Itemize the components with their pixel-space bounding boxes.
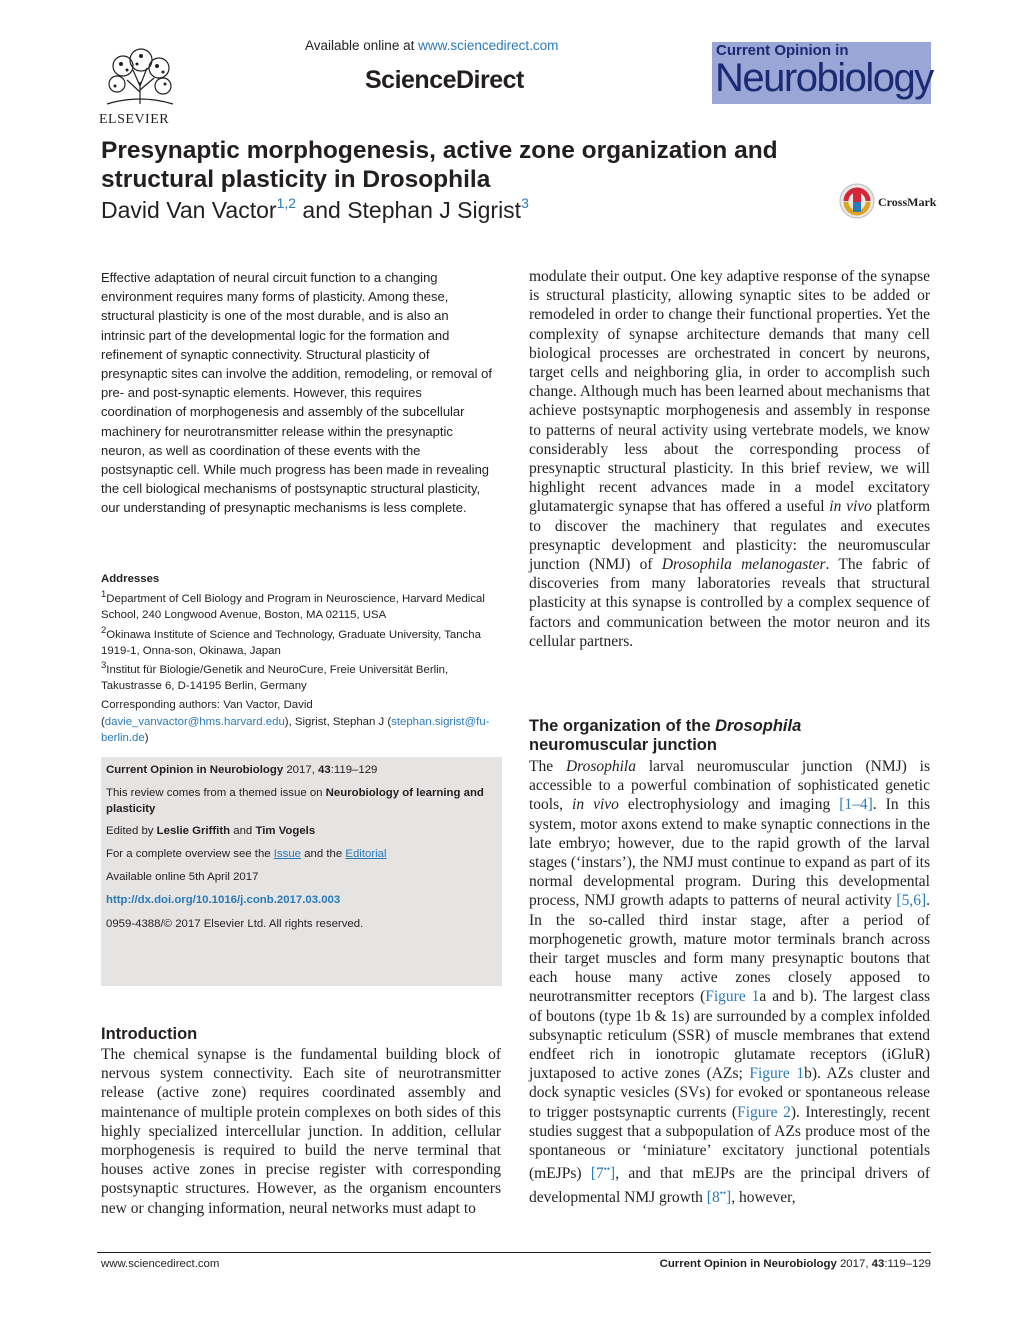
- article-info-box: [101, 757, 502, 986]
- ref-link-1-4[interactable]: [1–4]: [839, 796, 873, 814]
- doi-link[interactable]: http://dx.doi.org/10.1016/j.conb.2017.03.003: [106, 894, 341, 906]
- info-editors: Edited by Leslie Griffith and Tim Vogels: [106, 825, 316, 837]
- elsevier-logo: [97, 42, 183, 128]
- issue-link[interactable]: Issue: [273, 848, 302, 860]
- organization-heading: The organization of the Drosophila neuromuscular junction: [529, 717, 802, 754]
- available-online: Available online at www.sciencedirect.com: [305, 38, 559, 53]
- corresponding-authors: Corresponding authors: Van Vactor, David (davie_vanvactor@hms.harvard.edu), Sigrist, Stephan J (stephan.sigrist@fu-berlin.de): [101, 699, 490, 744]
- address-1: $^1$Department of Cell Biology and Program in Neuroscience, Harvard Medical School, 240 Longwood Avenue, Boston, MA 02115, USA: [101, 589, 485, 621]
- footer-citation: Current Opinion in Neurobiology 2017, 43:119–129: [659, 1258, 931, 1270]
- addresses: [101, 571, 493, 694]
- ref-link-8[interactable]: [8••]: [706, 1187, 732, 1206]
- crossmark-label: CrossMark: [878, 195, 937, 209]
- ref-link-7[interactable]: [7••]: [590, 1164, 616, 1183]
- introduction-text: The chemical synapse is the fundamental building block of nervous system connectivity. Each site of neurotransmitter release (active zone) requires coordinated assembly and maintenance of multiple protein complexes on both sides of this highly specialized intercellular junction. In addition, cellular morphogenesis is required to build the nerve terminal that houses active zones in precise register with corresponding postsynaptic structures. However, as the organism encounters new or changing information, neural networks must adapt to: [101, 1046, 501, 1217]
- crossmark-badge[interactable]: [838, 182, 938, 220]
- journal-logo: [712, 42, 931, 104]
- figure-2-link[interactable]: Figure 2: [737, 1103, 791, 1121]
- sciencedirect-link[interactable]: www.sciencedirect.com: [418, 38, 559, 53]
- figure-1a-link[interactable]: Figure 1: [705, 988, 760, 1006]
- footer-site[interactable]: www.sciencedirect.com: [101, 1258, 220, 1270]
- introduction-heading: Introduction: [101, 1025, 198, 1043]
- info-citation: Current Opinion in Neurobiology 2017, 43:119–129: [106, 764, 378, 776]
- addresses-heading: Addresses: [101, 573, 160, 585]
- address-2: $^2$Okinawa Institute of Science and Technology, Graduate University, Tancha 1919-1, Onna-son, Okinawa, Japan: [101, 624, 481, 657]
- crossmark-icon: [838, 182, 876, 220]
- authors: David Van Vactor$^{1,2}$ and Stephan J Sigrist$^3$: [101, 195, 529, 223]
- email-link-sigrist[interactable]: stephan.sigrist@fu-berlin.de: [101, 715, 490, 744]
- ref-link-5-6[interactable]: [5,6]: [896, 892, 927, 910]
- figure-1b-link[interactable]: Figure 1: [749, 1065, 805, 1083]
- info-copyright: 0959-4388/© 2017 Elsevier Ltd. All rights reserved.: [106, 918, 364, 930]
- journal-logo-line1: Current Opinion in: [716, 42, 849, 59]
- email-link-vanvactor[interactable]: davie_vanvactor@hms.harvard.edu: [104, 715, 285, 728]
- footer-rule: [97, 1252, 931, 1253]
- organization-text: The Drosophila larval neuromuscular junction (NMJ) is accessible to a powerful combination of sophisticated genetic tools, in vivo electrophysiology and imaging [1–4]. In this system, motor axons extend to make synaptic connections in the late embryo; however, due to the rapid growth of the larval stages (‘instars’), the NMJ must continue to expand as part of its normal developmental program. During this developmental process, NMJ growth adapts to patterns of neural activity [5,6]. In the so-called third instar stage, after a period of morphogenetic growth, mature motor terminals branch across their target muscles and form many presynaptic boutons that each house many active zones closely apposed to neurotransmitter receptors (Figure 1a and b). The largest class of boutons (type 1b & 1s) are surrounded by a complex infolded subsynaptic reticulum (SSR) of muscle membranes that extend endfeet rich in ionotropic glutamate receptors (iGluR) juxtaposed to active zones (AZs; Figure 1b). AZs cluster and dock synaptic vesicles (SVs) for evoked or spontaneous release to trigger postsynaptic currents (Figure 2). Interestingly, recent studies suggest that a subpopulation of AZs produce most of the spontaneous or ‘miniature’ excitatory junctional potentials (mEJPs) [7••], and that mEJPs are the principal drivers of developmental NMJ growth [8••], however,: [529, 758, 931, 1206]
- info-available: Available online 5th April 2017: [106, 871, 259, 883]
- abstract: Effective adaptation of neural circuit function to a changing environment requires many forms of plasticity. Among these, structural plasticity is one of the most durable, and is also an intrinsic part of the developmental logic for the formation and refinement of synaptic connectivity. Structural plasticity of presynaptic sites can involve the addition, remodeling, or removal of pre- and post-synaptic elements. However, this requires coordination of morphogenesis and assembly of the subcellular machinery for neurotransmitter release within the presynaptic neuron, as well as coordination of these events with the postsynaptic cell. While much progress has been made in revealing the cell biological mechanisms of postsynaptic structural plasticity, our understanding of presynaptic mechanisms is less complete.: [101, 270, 492, 516]
- intro-continued-text: modulate their output. One key adaptive response of the synapse is structural plasticity, allowing synaptic sites to be added or remodeled in order to change their functional properties. Yet the complexity of synapse architecture demands that many cell biological processes are orchestrated in concert by neurons, target cells and neighboring glia, in order to accomplish such change. Although much has been learned about mechanisms that achieve postsynaptic morphogenesis and assembly in response to patterns of neural activity using vertebrate models, we know considerably less about the corresponding process of presynaptic structural plasticity. In this brief review, we will highlight recent advances made in a model excitatory glutamatergic synapse that has offered a useful in vivo platform to discover the machinery that regulates and executes presynaptic development and plasticity: the neuromuscular junction (NMJ) of Drosophila melanogaster. The fabric of discoveries from many laboratories reveals that structural plasticity at this synapse is controlled by a complex sequence of factors and communication between the motor neuron and its cellular partners.: [529, 268, 930, 650]
- info-overview: For a complete overview see the Issue and the Editorial: [106, 848, 387, 860]
- author2-affiliation[interactable]: 3: [521, 195, 529, 211]
- address-3: $^3$Institut für Biologie/Genetik and NeuroCure, Freie Universität Berlin, Takustrasse 6, D-14195 Berlin, Germany: [101, 660, 449, 693]
- sciencedirect-brand: ScienceDirect: [365, 66, 524, 94]
- journal-logo-line2: Neurobiology: [715, 56, 933, 100]
- editorial-link[interactable]: Editorial: [345, 848, 387, 860]
- info-themed-issue: This review comes from a themed issue on Neurobiology of learning and plasticity: [106, 787, 484, 815]
- article-title: Presynaptic morphogenesis, active zone organization and structural plasticity in Drosophila: [101, 137, 778, 193]
- elsevier-wordmark: ELSEVIER: [99, 112, 170, 127]
- author1-affiliation[interactable]: 1,2: [276, 195, 297, 211]
